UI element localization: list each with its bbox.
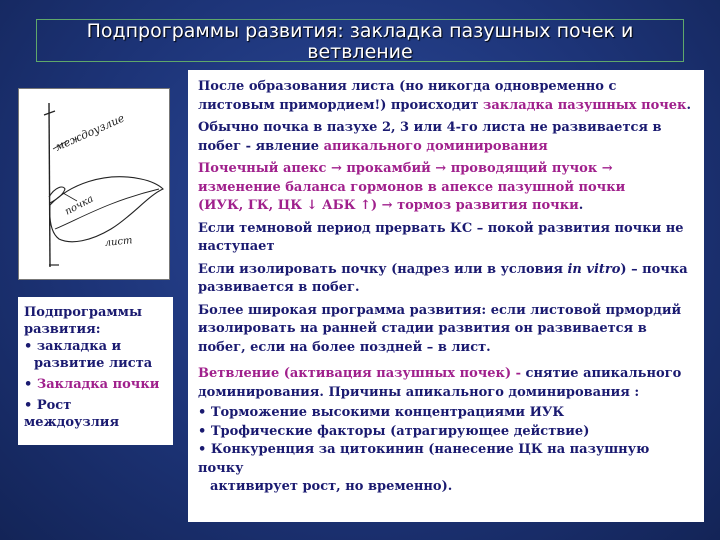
sketch-label-leaf: лист (104, 235, 134, 249)
paragraph-broader-program: Более широкая программа развития: если листовой прмордий изолировать на ранней стадии развития он развивается в побег, если на более поздней – в лист. (198, 302, 682, 355)
subprogram-item-bud-bullet: • (24, 377, 33, 392)
p7-highlight: Ветвление (активация пазушных почек) - (198, 366, 522, 381)
sketch-label-internode: междоузлие (52, 111, 127, 154)
paragraph-apical-dominance (198, 119, 694, 156)
paragraph-bud-initiation (198, 78, 694, 115)
main-text-box (188, 70, 704, 522)
subprograms-heading-1: Подпрограммы (24, 305, 142, 320)
slide-title (36, 19, 684, 62)
p1-end: . (686, 97, 691, 113)
subprogram-item-internode: • Рост междоузлия (24, 398, 120, 430)
paragraph-dark-period: Если темновой период прервать КС – покой развития почки не наступает (198, 220, 684, 254)
p1-text: После образования листа (но никогда одновременно с листовым примордием!) происходит (198, 79, 617, 113)
bullet-cytokinin-cont: активирует рост, но временно). (210, 479, 453, 494)
p2-text: Обычно почка в пазухе 2, 3 или 4-го листа не развивается в побег - явление (198, 120, 662, 154)
title-line-1: Подпрограммы развития: закладка пазушных почек и (86, 20, 634, 42)
p5-italic: in vitro (567, 261, 621, 277)
p2-highlight: апикального доминирования (323, 138, 548, 154)
subprogram-item-bud-label: Закладка почки (36, 377, 160, 392)
p3-highlight-3: (ИУК, ГК, ЦК ↓ АБК ↑) → тормоз развития почки (198, 198, 579, 213)
paragraph-isolation (198, 261, 694, 298)
p3-highlight-2: изменение баланса гормонов в апексе пазушной почки (198, 179, 626, 195)
bullet-trophic: • Трофические факторы (атрагирующее действие) (198, 423, 590, 439)
subprogram-item-bud (24, 376, 167, 393)
p3-end: . (578, 198, 584, 213)
sketch-label-bud: почка (63, 193, 96, 218)
p7-text: снятие апикального доминирования. Причины апикального доминирования : (198, 366, 682, 400)
subprograms-heading-2: развития: (24, 322, 101, 337)
p3-highlight-1: Почечный апекс → прокамбий → проводящий пучок → (198, 161, 613, 176)
bullet-cytokinin: • Конкуренция за цитокинин (нанесение ЦК на пазушную почку (198, 442, 650, 476)
plant-sketch-drawing (19, 89, 169, 279)
title-line-2: ветвление (307, 41, 413, 63)
subprogram-item-leaf-cont: развитие листа (34, 356, 153, 371)
paragraph-branching (198, 365, 694, 402)
subprogram-item-leaf: • закладка и (24, 339, 122, 354)
plant-sketch (18, 88, 170, 280)
subprograms-box (18, 297, 173, 445)
p5-text: Если изолировать почку (надрез или в условия (198, 261, 568, 277)
p5-end: ) – почка развивается в побег. (198, 261, 688, 295)
bullet-iaa: • Торможение высокими концентрациями ИУК (198, 405, 565, 420)
p1-highlight: закладка пазушных почек (483, 97, 687, 113)
paragraph-hormone-balance (198, 160, 694, 216)
